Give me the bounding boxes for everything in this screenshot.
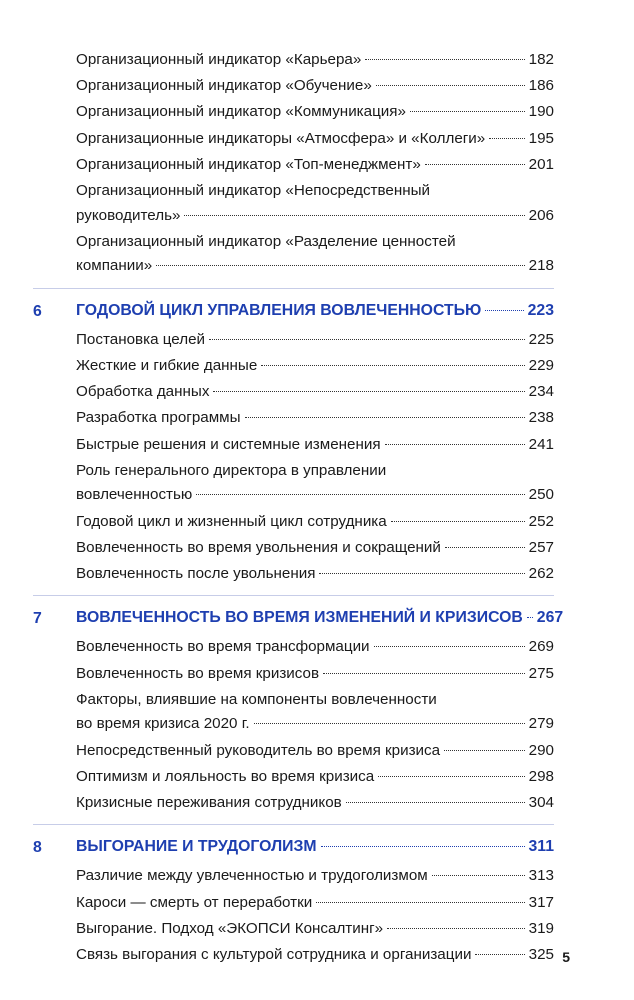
entry-page-number: 325 bbox=[528, 946, 554, 963]
toc-item[interactable] bbox=[76, 864, 554, 889]
toc-item[interactable] bbox=[76, 739, 554, 764]
dot-leader bbox=[196, 493, 524, 495]
toc-item[interactable] bbox=[76, 562, 554, 587]
dot-leader bbox=[391, 520, 525, 522]
toc-item[interactable] bbox=[76, 74, 554, 99]
toc-item[interactable] bbox=[76, 459, 554, 508]
entry-page-number: 223 bbox=[527, 301, 554, 319]
dot-leader bbox=[365, 58, 524, 60]
entry-page-number: 279 bbox=[528, 715, 554, 733]
toc-item[interactable] bbox=[76, 891, 554, 916]
toc-item[interactable] bbox=[76, 510, 554, 535]
toc-item[interactable] bbox=[76, 127, 554, 152]
chapter-title: ВЫГОРАНИЕ И ТРУДОГОЛИЗМ bbox=[76, 838, 317, 856]
entry-title: Факторы, влиявшие на компоненты вовлеченности bbox=[76, 690, 437, 708]
entry-title: Роль генерального директора в управлении bbox=[76, 461, 387, 479]
chapter-divider bbox=[33, 824, 554, 825]
entry-title: Кризисные переживания сотрудников bbox=[76, 794, 342, 811]
entry-title: Вовлеченность во время кризисов bbox=[76, 664, 320, 682]
entry-page-number: 225 bbox=[528, 330, 554, 348]
toc-chapter[interactable] bbox=[76, 299, 554, 324]
entry-title: Разработка программы bbox=[76, 409, 241, 427]
entry-page-number: 195 bbox=[528, 129, 554, 147]
dot-leader bbox=[410, 110, 525, 112]
entry-page-number: 304 bbox=[528, 794, 554, 811]
entry-page-number: 257 bbox=[528, 538, 554, 556]
chapter-number: 6 bbox=[33, 302, 42, 320]
entry-page-number: 201 bbox=[528, 155, 554, 173]
entry-title: Постановка целей bbox=[76, 330, 205, 348]
toc-item[interactable] bbox=[76, 328, 554, 353]
chapter-number: 7 bbox=[33, 610, 42, 628]
toc-item[interactable] bbox=[76, 48, 554, 73]
toc-item[interactable] bbox=[76, 662, 554, 687]
entry-title: Кароси — смерть от переработки bbox=[76, 893, 313, 911]
dot-leader bbox=[376, 84, 525, 86]
dot-leader bbox=[444, 749, 525, 751]
entry-page-number: 252 bbox=[528, 512, 554, 530]
dot-leader bbox=[184, 214, 524, 216]
entry-page-number: 311 bbox=[528, 838, 554, 856]
dot-leader bbox=[489, 137, 524, 139]
toc-item[interactable] bbox=[76, 943, 554, 968]
entry-title: Различие между увлеченностью и трудоголизмом bbox=[76, 867, 428, 885]
entry-page-number: 190 bbox=[528, 103, 554, 121]
toc-item[interactable] bbox=[76, 230, 554, 279]
entry-title: Организационный индикатор «Разделение ценностей bbox=[76, 232, 456, 250]
entry-page-number: 269 bbox=[528, 638, 554, 656]
entry-title: Организационный индикатор «Топ-менеджмент» bbox=[76, 155, 421, 173]
dot-leader bbox=[385, 443, 525, 445]
entry-page-number: 319 bbox=[528, 919, 554, 937]
dot-leader bbox=[432, 874, 525, 876]
dot-leader bbox=[425, 163, 525, 165]
dot-leader bbox=[319, 572, 524, 574]
entry-title: Вовлеченность после увольнения bbox=[76, 565, 316, 582]
toc-chapter[interactable] bbox=[76, 606, 564, 631]
entry-title: Организационный индикатор «Непосредственный bbox=[76, 182, 431, 199]
dot-leader bbox=[321, 845, 525, 847]
dot-leader bbox=[254, 722, 525, 724]
toc-item[interactable] bbox=[76, 433, 554, 458]
dot-leader bbox=[213, 390, 524, 392]
toc-chapter[interactable] bbox=[76, 835, 554, 860]
toc-item[interactable] bbox=[76, 354, 554, 379]
toc-item[interactable] bbox=[76, 635, 554, 660]
toc-item[interactable] bbox=[76, 791, 554, 816]
chapter-title: ГОДОВОЙ ЦИКЛ УПРАВЛЕНИЯ ВОВЛЕЧЕННОСТЬЮ bbox=[76, 301, 482, 319]
entry-page-number: 298 bbox=[528, 767, 554, 785]
entry-title: Связь выгорания с культурой сотрудника и организации bbox=[76, 946, 472, 963]
entry-page-number: 234 bbox=[528, 383, 554, 401]
entry-title: руководитель» bbox=[76, 206, 181, 224]
toc-item[interactable] bbox=[76, 688, 554, 737]
entry-title: Вовлеченность во время трансформации bbox=[76, 638, 370, 656]
entry-page-number: 275 bbox=[528, 664, 554, 682]
entry-page-number: 250 bbox=[528, 486, 554, 504]
dot-leader bbox=[323, 672, 525, 674]
dot-leader bbox=[209, 338, 525, 340]
chapter-divider bbox=[33, 595, 554, 596]
entry-title: во время кризиса 2020 г. bbox=[76, 715, 250, 733]
toc-item[interactable] bbox=[76, 406, 554, 431]
dot-leader bbox=[346, 801, 525, 803]
toc-item[interactable] bbox=[76, 179, 554, 228]
entry-page-number: 206 bbox=[528, 206, 554, 224]
entry-title: Организационный индикатор «Обучение» bbox=[76, 77, 372, 95]
entry-page-number: 182 bbox=[528, 51, 554, 68]
dot-leader bbox=[527, 616, 533, 618]
dot-leader bbox=[485, 309, 523, 311]
toc-item[interactable] bbox=[76, 765, 554, 790]
entry-page-number: 290 bbox=[528, 741, 554, 759]
entry-title: Обработка данных bbox=[76, 383, 210, 401]
entry-page-number: 186 bbox=[528, 77, 554, 95]
toc-item[interactable] bbox=[76, 100, 554, 125]
entry-title: Организационный индикатор «Карьера» bbox=[76, 51, 362, 68]
entry-page-number: 241 bbox=[528, 435, 554, 453]
dot-leader bbox=[475, 953, 524, 955]
entry-page-number: 238 bbox=[528, 409, 554, 427]
entry-title: Жесткие и гибкие данные bbox=[76, 357, 258, 374]
entry-page-number: 262 bbox=[528, 565, 554, 582]
entry-page-number: 229 bbox=[528, 357, 554, 374]
entry-title: Организационный индикатор «Коммуникация» bbox=[76, 103, 406, 121]
toc-item[interactable] bbox=[76, 536, 554, 561]
dot-leader bbox=[261, 364, 524, 366]
toc-item[interactable] bbox=[76, 153, 554, 178]
toc-item[interactable] bbox=[76, 380, 554, 405]
entry-page-number: 267 bbox=[536, 609, 564, 627]
entry-title: Годовой цикл и жизненный цикл сотрудника bbox=[76, 512, 387, 530]
entry-title: вовлеченностью bbox=[76, 486, 193, 504]
dot-leader bbox=[445, 546, 525, 548]
entry-page-number: 218 bbox=[528, 257, 554, 275]
chapter-title: ВОВЛЕЧЕННОСТЬ ВО ВРЕМЯ ИЗМЕНЕНИЙ И КРИЗИСОВ bbox=[76, 609, 523, 627]
dot-leader bbox=[245, 416, 525, 418]
toc-item[interactable] bbox=[76, 917, 554, 942]
dot-leader bbox=[378, 775, 524, 777]
entry-title: Организационные индикаторы «Атмосфера» и «Коллеги» bbox=[76, 129, 486, 147]
chapter-divider bbox=[33, 288, 554, 289]
entry-title: Оптимизм и лояльность во время кризиса bbox=[76, 767, 375, 785]
entry-page-number: 313 bbox=[528, 867, 554, 885]
entry-title: Быстрые решения и системные изменения bbox=[76, 435, 381, 453]
dot-leader bbox=[156, 264, 524, 266]
page-number: 5 bbox=[562, 949, 570, 965]
entry-title: Выгорание. Подход «ЭКОПСИ Консалтинг» bbox=[76, 919, 384, 937]
chapter-number: 8 bbox=[33, 839, 42, 857]
dot-leader bbox=[387, 927, 525, 929]
entry-title: компании» bbox=[76, 257, 153, 275]
entry-title: Вовлеченность во время увольнения и сокращений bbox=[76, 538, 441, 556]
entry-page-number: 317 bbox=[528, 893, 554, 911]
dot-leader bbox=[374, 645, 525, 647]
dot-leader bbox=[316, 901, 524, 903]
entry-title: Непосредственный руководитель во время кризиса bbox=[76, 741, 441, 759]
